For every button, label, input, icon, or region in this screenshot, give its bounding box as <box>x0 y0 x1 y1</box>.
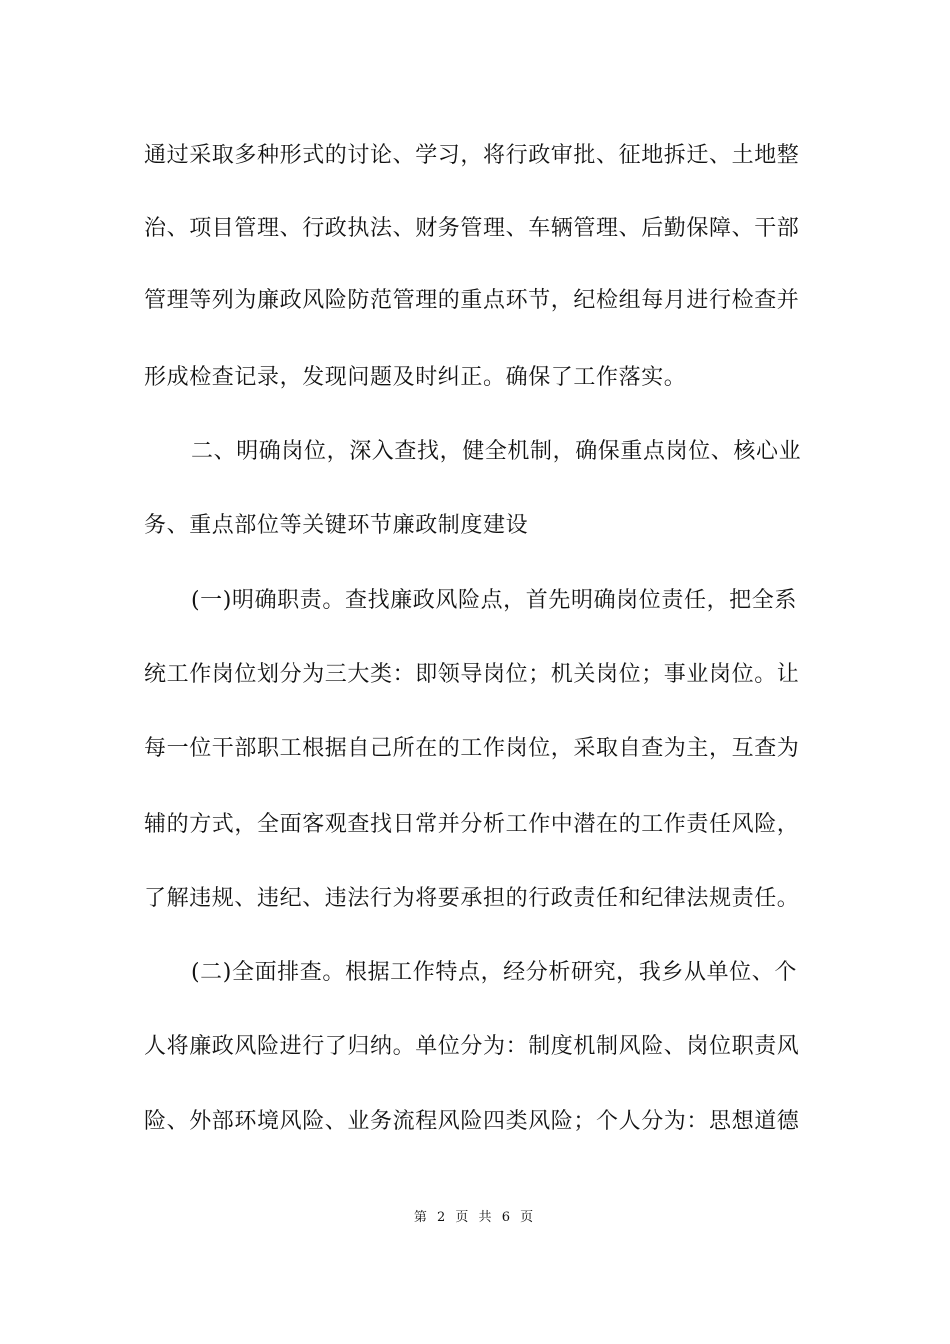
page-number-footer: 第 2 页 共 6 页 <box>413 1210 537 1225</box>
body-text-line: 了解违规、违纪、违法行为将要承担的行政责任和纪律法规责任。 <box>144 886 800 911</box>
body-text-line: (二)全面排查。根据工作特点，经分析研究，我乡从单位、个 <box>191 960 797 985</box>
section-heading-line: 二、明确岗位，深入查找，健全机制，确保重点岗位、核心业 <box>191 439 802 464</box>
body-text-line: 通过采取多种形式的讨论、学习，将行政审批、征地拆迁、土地整 <box>144 143 800 168</box>
body-text-line: 形成检查记录，发现问题及时纠正。确保了工作落实。 <box>144 365 687 390</box>
section-heading-line: 务、重点部位等关键环节廉政制度建设 <box>144 513 529 538</box>
body-text-line: 统工作岗位划分为三大类：即领导岗位；机关岗位；事业岗位。让 <box>144 662 800 687</box>
body-text-line: 每一位干部职工根据自己所在的工作岗位，采取自查为主，互查为 <box>144 736 800 761</box>
body-text-line: 治、项目管理、行政执法、财务管理、车辆管理、后勤保障、干部 <box>144 216 800 241</box>
body-text-line: (一)明确职责。查找廉政风险点，首先明确岗位责任，把全系 <box>191 588 797 613</box>
body-text-line: 管理等列为廉政风险防范管理的重点环节，纪检组每月进行检查并 <box>144 288 800 313</box>
body-text-line: 辅的方式，全面客观查找日常并分析工作中潜在的工作责任风险， <box>144 812 800 837</box>
body-text-line: 险、外部环境风险、业务流程风险四类风险；个人分为：思想道德 <box>144 1109 800 1134</box>
body-text-line: 人将廉政风险进行了归纳。单位分为：制度机制风险、岗位职责风 <box>144 1034 800 1059</box>
